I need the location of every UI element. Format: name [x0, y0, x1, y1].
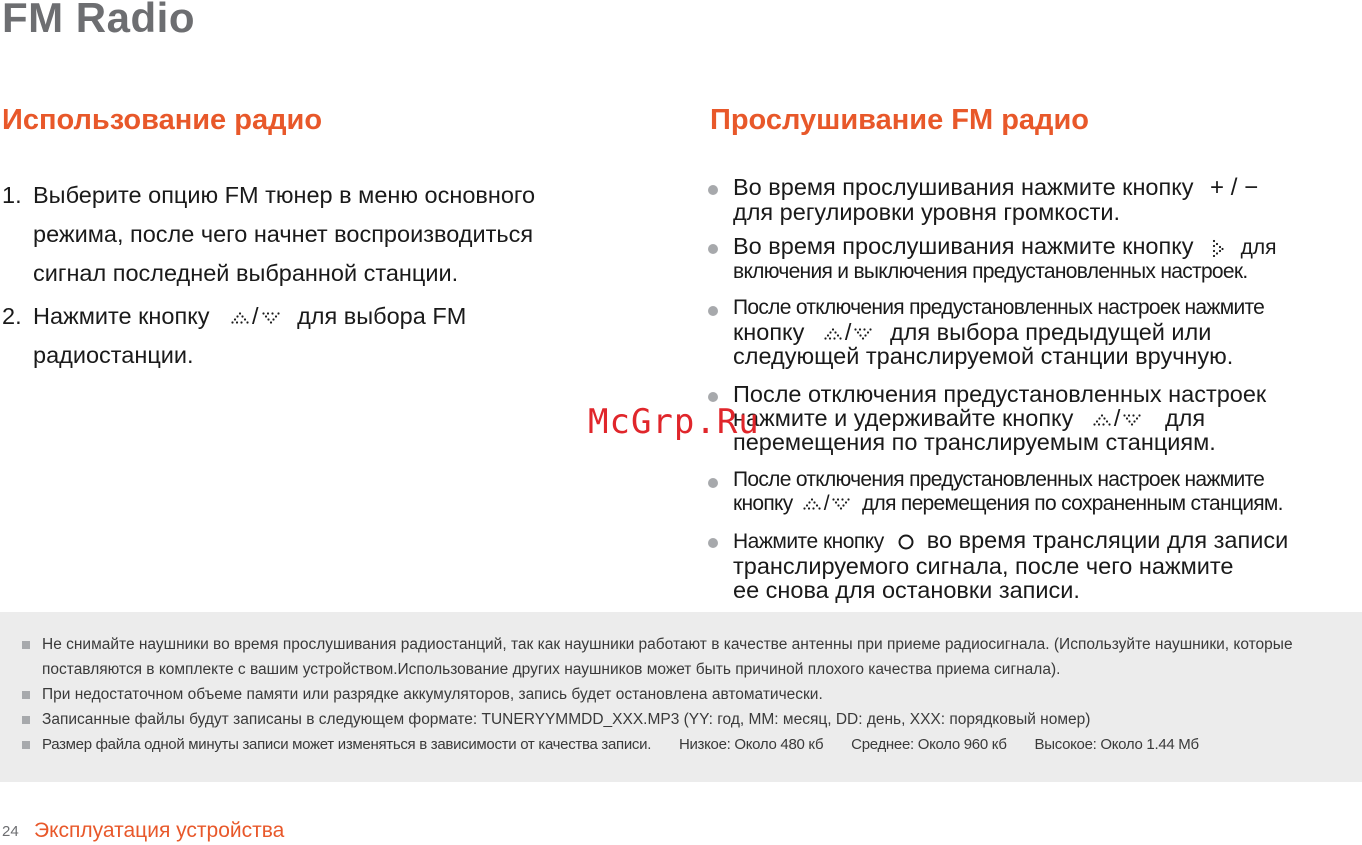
bullet-line: После отключения предустановленных настроек нажмите — [733, 468, 1265, 491]
bullet-line — [733, 175, 1362, 200]
size-note-text: Размер файла одной минуты записи может изменяться в зависимости от качества записи. — [42, 736, 652, 753]
prev-icon — [230, 312, 250, 324]
section-heading-radio-usage: Использование радио — [2, 104, 323, 136]
bullet-line: ее снова для остановки записи. — [733, 577, 1080, 603]
bullet-text: Нажмите кнопку — [733, 530, 884, 553]
bullet-line: транслируемого сигнала, после чего нажмите — [733, 553, 1234, 579]
step-text-before-icon: Нажмите кнопку — [33, 303, 210, 329]
bullet-saved-stations — [706, 468, 1362, 516]
note-item-size — [22, 732, 1352, 757]
next-icon — [261, 312, 281, 324]
step-1 — [2, 176, 652, 293]
plus-minus-icon: + / − — [1210, 174, 1259, 201]
notes-box — [0, 612, 1362, 782]
dotted-right-triangle-icon — [1212, 239, 1224, 257]
bullet-manual-station — [706, 296, 1362, 368]
next-icon — [1122, 414, 1142, 426]
bullet-scan-stations — [706, 382, 1362, 454]
record-circle-icon — [898, 534, 914, 550]
section-heading-fm-listening: Прослушивание FM радио — [710, 104, 1090, 136]
bullet-line — [733, 234, 1362, 260]
footer-section-title: Эксплуатация устройства — [34, 819, 285, 842]
bullet-text: для — [1164, 405, 1206, 431]
bullet-text: для выбора предыдущей или — [889, 319, 1212, 345]
bullet-line — [733, 492, 1362, 516]
prev-icon — [802, 498, 822, 510]
bullet-text: кнопку — [733, 319, 805, 345]
bullet-line: следующей транслируемой станции вручную. — [733, 343, 1234, 369]
step-line: Выберите опцию FM тюнер в меню основного — [33, 182, 536, 208]
step-line: сигнал последней выбранной станции. — [33, 260, 459, 286]
note-item: При недостаточном объеме памяти или разрядке аккумуляторов, запись будет остановлена автоматически. — [22, 682, 1352, 707]
bullet-text: Во время прослушивания нажмите кнопку — [733, 174, 1194, 200]
step-number: 1. — [2, 182, 22, 208]
bullet-text: Во время прослушивания нажмите кнопку — [733, 233, 1194, 259]
bullet-text: нажмите и удерживайте кнопку — [733, 405, 1074, 431]
bullet-preset-toggle — [706, 234, 1362, 284]
bullet-line — [733, 406, 1362, 430]
bullet-text: для — [1240, 236, 1277, 259]
note-item: Не снимайте наушники во время прослушивания радиостанций, так как наушники работают в качестве антенны при приеме радиосигнала. (Используйте наушники, которые поставляются в комплекте с вашим устройством.Использование других наушников может быть причиной плохого качества приема сигнала). — [22, 632, 1352, 682]
prev-icon — [1092, 414, 1112, 426]
step-line: режима, после чего начнет воспроизводиться — [33, 221, 534, 247]
bullet-volume — [706, 175, 1362, 224]
step-text-after-icon: для выбора FM — [297, 303, 467, 329]
bullet-line: перемещения по транслируемым станциям. — [733, 429, 1216, 455]
bullet-text: кнопку — [733, 492, 793, 515]
bullet-line: После отключения предустановленных настроек — [733, 381, 1267, 407]
step-2 — [2, 297, 652, 375]
bullet-line — [733, 528, 1362, 554]
bullet-line: для регулировки уровня громкости. — [733, 199, 1121, 225]
page-title: FM Radio — [2, 0, 195, 41]
bullet-text: для перемещения по сохраненным станциям. — [861, 492, 1283, 515]
size-mid: Среднее: Около 960 кб — [851, 736, 1007, 753]
watermark: McGrp.Ru — [588, 402, 760, 442]
slash-separator: / — [1113, 405, 1121, 431]
bullet-record — [706, 528, 1362, 602]
bullet-line: включения и выключения предустановленных настроек. — [733, 260, 1248, 283]
bullet-text: во время трансляции для записи — [926, 527, 1289, 553]
next-icon — [831, 498, 851, 510]
prev-icon — [823, 328, 843, 340]
slash-separator: / — [252, 303, 259, 329]
page-number: 24 — [2, 823, 19, 840]
steps-list — [2, 176, 652, 375]
step-text — [33, 297, 652, 375]
size-high: Высокое: Около 1.44 Мб — [1034, 736, 1199, 753]
step-line: радиостанции. — [33, 342, 194, 368]
next-icon — [853, 328, 873, 340]
note-item: Записанные файлы будут записаны в следующем формате: TUNERYYMMDD_XXX.MP3 (YY: год, MM: месяц, DD: день, XXX: порядковый номер) — [22, 707, 1352, 732]
step-number: 2. — [2, 303, 22, 329]
bullets-list — [706, 175, 1362, 602]
size-low: Низкое: Около 480 кб — [678, 736, 824, 753]
bullet-line: После отключения предустановленных настроек нажмите — [733, 296, 1265, 319]
step-line — [33, 297, 652, 336]
step-text — [33, 176, 652, 293]
slash-separator: / — [823, 492, 829, 515]
notes-list — [22, 632, 1352, 757]
bullet-line — [733, 320, 1362, 344]
slash-separator: / — [844, 319, 852, 345]
